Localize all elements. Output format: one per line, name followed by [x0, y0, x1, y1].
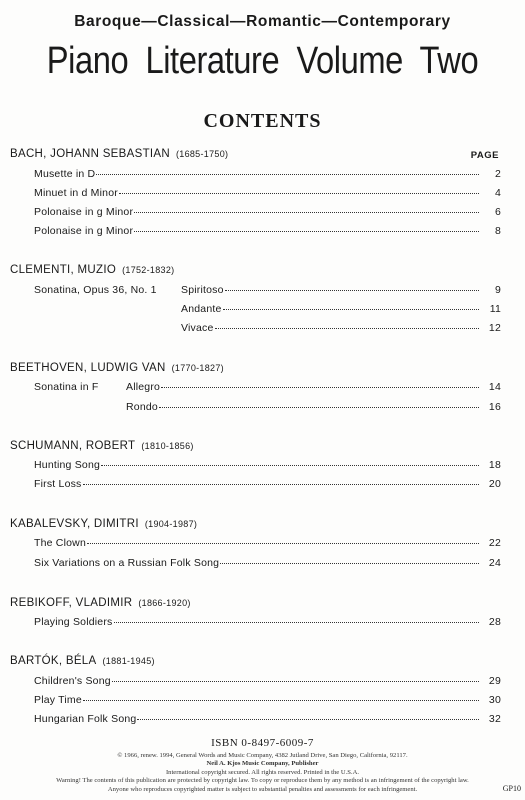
entry-title: Play Time [34, 694, 82, 706]
book-title: Piano Literature Volume Two [46, 40, 479, 82]
composer-heading [10, 362, 224, 374]
dot-leader [119, 193, 479, 194]
composer-name: KABALEVSKY, DIMITRI [10, 518, 139, 530]
entry-title: First Loss [34, 478, 82, 490]
contents-entry [126, 401, 501, 413]
entry-title: The Clown [34, 537, 86, 549]
contents-entry [34, 206, 501, 218]
composer-dates: (1810-1856) [141, 441, 194, 451]
rights-line: International copyright secured. All rights reserved. Printed in the U.S.A. [165, 768, 359, 776]
page-column-label: PAGE [470, 150, 499, 161]
entry-page: 4 [494, 187, 501, 199]
contents-entry [181, 303, 501, 315]
composer-heading [10, 518, 197, 530]
composer-name: SCHUMANN, ROBERT [10, 440, 136, 452]
entry-page: 8 [494, 225, 501, 237]
entry-page: 12 [488, 322, 501, 334]
contents-entry [34, 675, 501, 687]
entry-page: 11 [489, 303, 501, 315]
entry-title: Vivace [181, 322, 214, 334]
entry-title: Children's Song [34, 675, 111, 687]
entry-page: 28 [488, 616, 501, 628]
dot-leader [137, 719, 479, 720]
entry-title: Musette in D [34, 168, 96, 180]
composer-name: BACH, JOHANN SEBASTIAN [10, 148, 170, 160]
composer-heading [10, 264, 174, 276]
composer-heading [10, 655, 155, 667]
entry-page: 29 [488, 675, 501, 687]
dot-leader [225, 290, 479, 291]
entry-title: Hungarian Folk Song [34, 713, 137, 725]
entry-page: 24 [488, 557, 501, 569]
entry-title: Polonaise in g Minor [34, 225, 134, 237]
dot-leader [114, 622, 480, 623]
contents-entry [34, 557, 501, 569]
composer-name: BARTÓK, BÉLA [10, 655, 97, 667]
dot-leader [101, 465, 479, 466]
dot-leader [83, 700, 479, 701]
composer-dates: (1904-1987) [144, 519, 198, 529]
contents-entry [34, 225, 501, 237]
dot-leader [83, 484, 479, 485]
dot-leader [223, 309, 479, 310]
composer-dates: (1770-1827) [171, 363, 224, 373]
isbn: ISBN 0-8497-6009-7 [211, 737, 314, 749]
entry-title: Allegro [126, 381, 161, 393]
copyright-notice [0, 752, 525, 794]
entry-page: 32 [488, 713, 501, 725]
contents-entry [34, 478, 501, 490]
composer-name: CLEMENTI, MUZIO [10, 264, 117, 276]
contents-entry [34, 168, 501, 180]
entry-title: Andante [181, 303, 222, 315]
composer-dates: (1881-1945) [102, 656, 155, 666]
entry-title: Minuet in d Minor [34, 187, 118, 199]
composer-heading [10, 440, 194, 452]
contents-entry [34, 713, 501, 725]
penalty-line: Anyone who reproduces copyrighted matter is subject to substantial penalties and assessments for each infringement. [107, 785, 418, 793]
composer-dates: (1866-1920) [138, 598, 191, 608]
composer-name: BEETHOVEN, LUDWIG VAN [10, 362, 166, 374]
contents-entry [181, 322, 501, 334]
contents-heading: CONTENTS [203, 110, 322, 132]
contents-entry [34, 381, 501, 393]
contents-entry [34, 537, 501, 549]
contents-entry [34, 616, 501, 628]
dot-leader [96, 174, 479, 175]
entry-page: 16 [488, 401, 501, 413]
entry-work: Sonatina, Opus 36, No. 1 [34, 284, 157, 296]
entry-title: Rondo [126, 401, 158, 413]
entry-page: 9 [494, 284, 501, 296]
series-line: Baroque—Classical—Romantic—Contemporary [74, 13, 451, 30]
composer-heading [10, 597, 191, 609]
copyright-line: © 1966, renew. 1994, General Words and Music Company, 4382 Jutland Drive, San Diego, California, 92117. [117, 752, 408, 759]
dot-leader [215, 328, 479, 329]
entry-page: 14 [488, 381, 501, 393]
dot-leader [134, 231, 479, 232]
entry-page: 22 [488, 537, 501, 549]
contents-entry [34, 459, 501, 471]
contents-entry [34, 694, 501, 706]
entry-title: Six Variations on a Russian Folk Song [34, 557, 220, 569]
entry-page: 6 [494, 206, 501, 218]
entry-work: Sonatina in F [34, 381, 99, 393]
dot-leader [161, 387, 479, 388]
contents-entry [34, 284, 501, 296]
composer-name: REBIKOFF, VLADIMIR [10, 597, 133, 609]
composer-heading [10, 148, 228, 160]
entry-title: Spiritoso [181, 284, 224, 296]
dot-leader [87, 543, 479, 544]
dot-leader [134, 212, 479, 213]
catalog-code: GP10 [502, 784, 521, 793]
dot-leader [220, 563, 479, 564]
entry-title: Playing Soldiers [34, 616, 113, 628]
entry-page: 2 [494, 168, 501, 180]
entry-page: 20 [488, 478, 501, 490]
composer-dates: (1685-1750) [175, 149, 229, 159]
composer-dates: (1752-1832) [122, 265, 175, 275]
entry-title: Polonaise in g Minor [34, 206, 134, 218]
warning-line: Warning! The contents of this publication are protected by copyright law. To copy or reproduce them by any method is an infringement of the copyright law. [56, 777, 469, 785]
entry-page: 18 [488, 459, 501, 471]
contents-entry [34, 187, 501, 199]
publisher-line: Neil A. Kjos Music Company, Publisher [206, 760, 319, 768]
dot-leader [159, 407, 479, 408]
entry-title: Hunting Song [34, 459, 101, 471]
entry-page: 30 [488, 694, 501, 706]
dot-leader [112, 681, 479, 682]
